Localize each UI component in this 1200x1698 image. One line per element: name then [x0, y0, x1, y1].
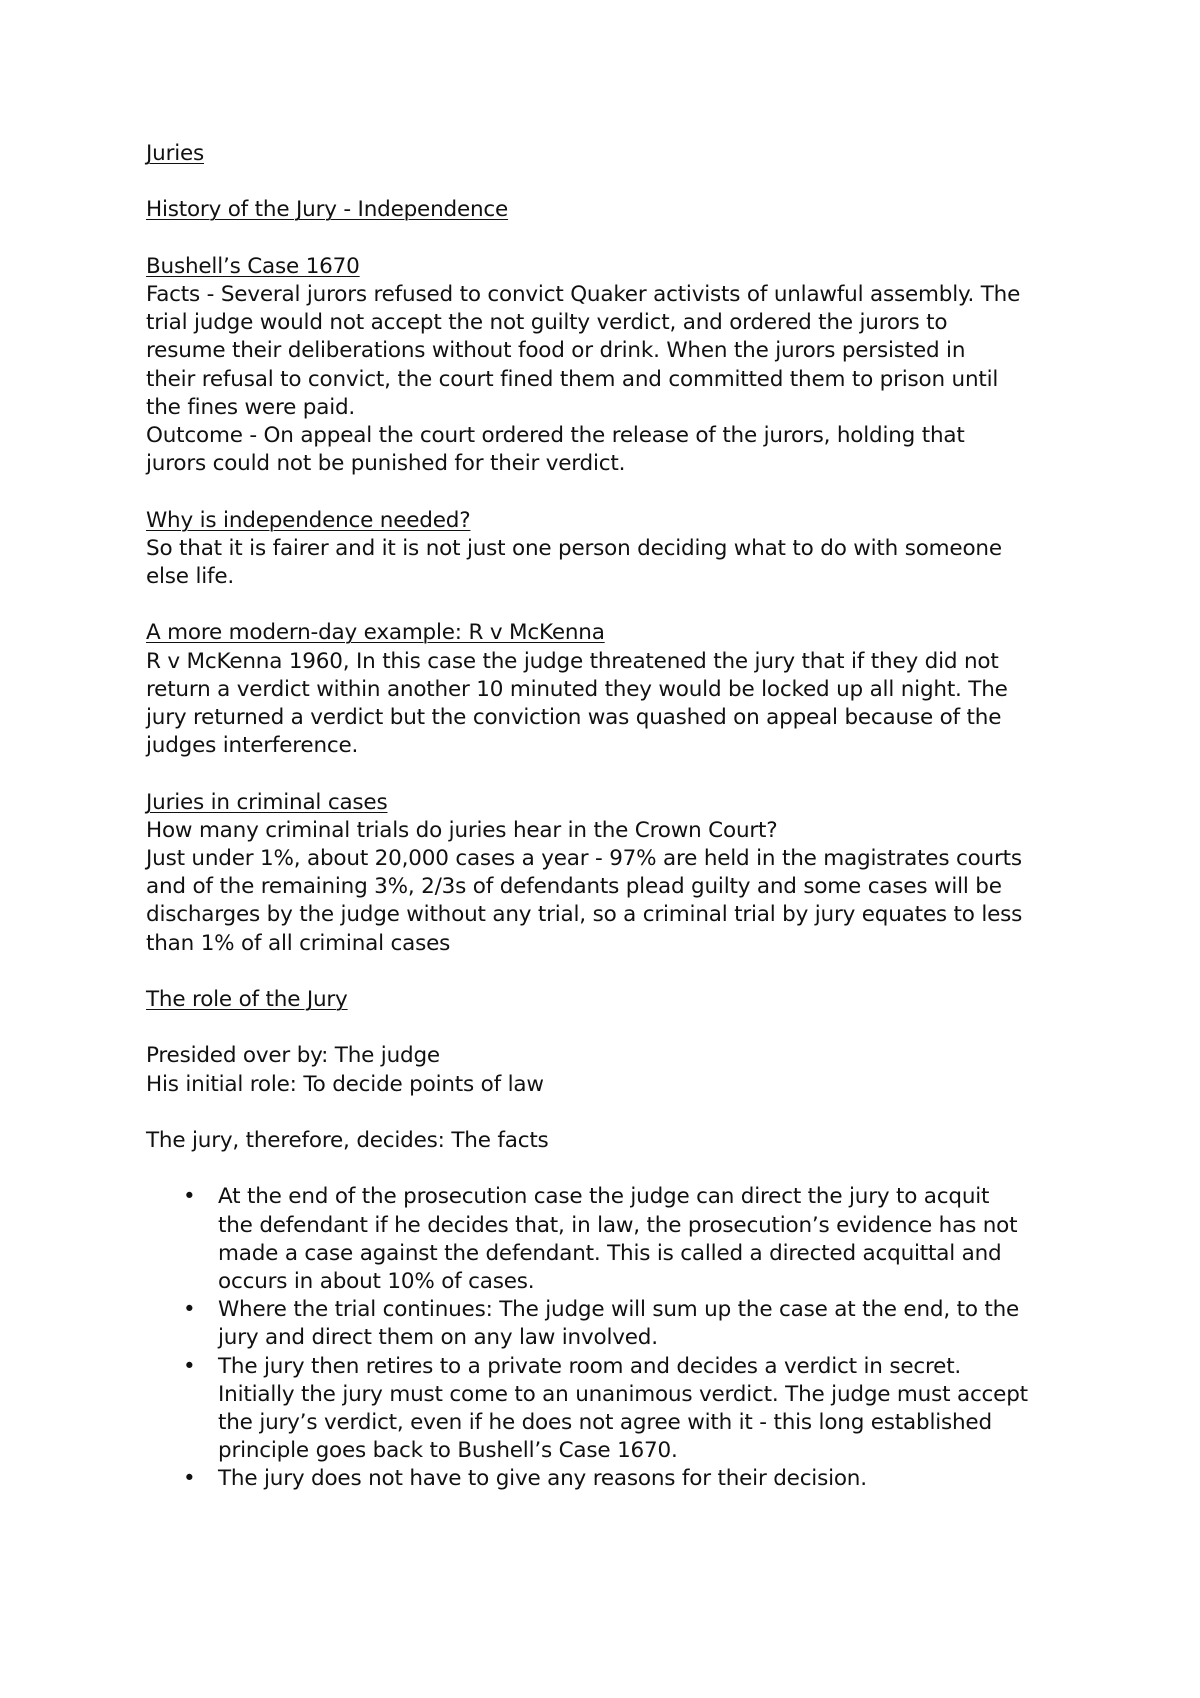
spacer [146, 225, 1070, 253]
text-line: resume their deliberations without food or drink. When the jurors persisted in [146, 338, 966, 364]
text-line: Facts - Several jurors refused to convict Quaker activists of unlawful assembly. The [146, 281, 1021, 307]
text-line: jury returned a verdict but the conviction was quashed on appeal because of the [146, 705, 1002, 730]
section-heading-history: History of the Jury - Independence [146, 197, 509, 223]
text-line: How many criminal trials do juries hear in the Crown Court? [146, 817, 778, 843]
text-line: the defendant if he decides that, in law, the prosecution’s evidence has not [218, 1212, 1018, 1238]
text-line: their refusal to convict, the court fined them and committed them to prison until [146, 366, 999, 392]
section-heading-why-independence: Why is independence needed? [146, 507, 471, 533]
text-line: jurors could not be punished for their verdict. [146, 451, 626, 477]
presided-over-line: Presided over by: The judge [146, 1043, 440, 1069]
text-line: than 1% of all criminal cases [146, 930, 451, 956]
bullet-item [183, 1353, 1070, 1466]
text-line: The jury does not have to give any reasons for their decision. [218, 1466, 867, 1492]
text-line: Initially the jury must come to an unanimous verdict. The judge must accept [218, 1381, 1028, 1407]
spacer [146, 168, 1070, 196]
text-line: So that it is fairer and it is not just one person deciding what to do with someone [146, 535, 1002, 561]
bullet-icon: • [183, 1466, 196, 1492]
text-line: Outcome - On appeal the court ordered the release of the jurors, holding that [146, 423, 965, 448]
text-line: R v McKenna 1960, In this case the judge threatened the jury that if they did not [146, 648, 999, 674]
section-heading-role-of-jury: The role of the Jury [146, 987, 348, 1012]
section-heading-modern-example: A more modern-day example: R v McKenna [146, 620, 605, 646]
jury-decides-line: The jury, therefore, decides: The facts [146, 1127, 549, 1153]
section-heading-criminal-cases: Juries in criminal cases [146, 789, 388, 815]
bullet-item [183, 1296, 1070, 1352]
text-line: the jury’s verdict, even if he does not agree with it - this long established [218, 1410, 992, 1435]
text-line: the fines were paid. [146, 394, 356, 420]
document-title: Juries [146, 141, 205, 166]
text-line: Just under 1%, about 20,000 cases a year - 97% are held in the magistrates courts [146, 846, 1022, 871]
spacer [146, 478, 1070, 506]
spacer [146, 1155, 1070, 1183]
text-line: else life. [146, 564, 235, 589]
text-line: jury and direct them on any law involved. [218, 1325, 658, 1351]
bullet-item [183, 1183, 1070, 1296]
spacer [146, 1099, 1070, 1127]
bullet-icon: • [183, 1353, 196, 1379]
text-line: occurs in about 10% of cases. [218, 1268, 535, 1294]
case-heading-bushell: Bushell’s Case 1670 [146, 253, 360, 279]
bullet-icon: • [183, 1297, 196, 1323]
text-line: discharges by the judge without any trial, so a criminal trial by jury equates to less [146, 902, 1023, 928]
spacer [146, 591, 1070, 619]
bullet-list [146, 1183, 1070, 1493]
spacer [146, 760, 1070, 788]
text-line: trial judge would not accept the not guilty verdict, and ordered the jurors to [146, 310, 948, 336]
bullet-icon: • [183, 1184, 196, 1210]
text-line: made a case against the defendant. This is called a directed acquittal and [218, 1240, 1002, 1266]
text-line: return a verdict within another 10 minuted they would be locked up all night. The [146, 676, 1008, 702]
text-line: At the end of the prosecution case the judge can direct the jury to acquit [218, 1184, 990, 1210]
initial-role-line: His initial role: To decide points of law [146, 1071, 544, 1097]
spacer [146, 1014, 1070, 1042]
bullet-item [183, 1465, 1070, 1493]
text-line: Where the trial continues: The judge will sum up the case at the end, to the [218, 1297, 1020, 1323]
text-line: The jury then retires to a private room and decides a verdict in secret. [218, 1353, 962, 1379]
text-line: principle goes back to Bushell’s Case 1670. [218, 1438, 678, 1464]
text-line: and of the remaining 3%, 2/3s of defendants plead guilty and some cases will be [146, 874, 1002, 900]
text-line: judges interference. [146, 733, 359, 759]
spacer [146, 958, 1070, 986]
